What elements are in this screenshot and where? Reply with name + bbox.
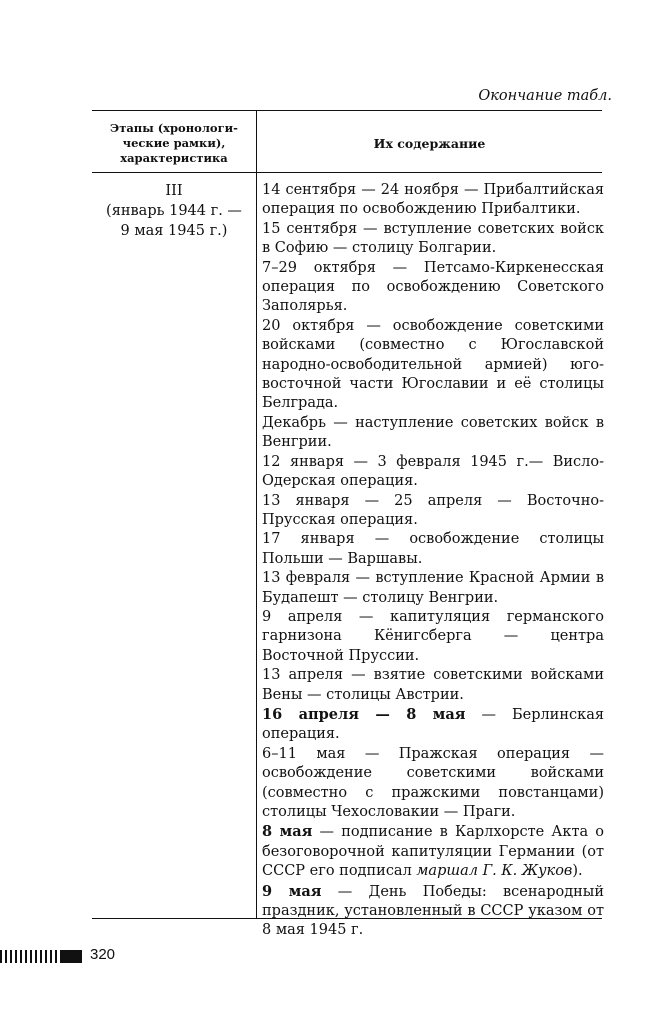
event-entry: 16 апреля — 8 мая — Берлинская операция.: [262, 705, 604, 743]
event-entry: 7–29 октября — Петсамо-Киркенесская операция по освобождению Советского Заполярья.: [262, 259, 604, 315]
event-entry: 6–11 мая — Пражская операция — освобождение советскими войсками (совместно с пражскими повстанцами) столицы Чехословакии — Праги.: [262, 745, 604, 820]
event-italic-name: маршал Г. К. Жуков: [416, 863, 573, 880]
event-entry: 15 сентября — вступление советских войск в Софию — столицу Болгарии.: [262, 220, 604, 257]
event-date-bold: 16 апреля — 8 мая: [262, 705, 466, 723]
stage-cell: [92, 181, 256, 241]
header-stages-line: характеристика: [120, 150, 228, 165]
stage-dates-line: 9 мая 1945 г.): [120, 223, 228, 239]
footer-decorative-bar-solid: [60, 950, 82, 963]
event-entry: 9 мая — День Победы: всенародный праздник, установленный в СССР указом от 8 мая 1945 г.: [262, 882, 604, 939]
header-stages-line: ческие рамки),: [122, 135, 226, 150]
event-entry: 8 мая — подписание в Карлхорсте Акта о безоговорочной капитуляции Германии (от СССР его подписал маршал Г. К. Жуков).: [262, 823, 605, 880]
event-entry: 13 апреля — взятие советскими войсками Вены — столицы Австрии.: [262, 667, 604, 703]
table-top-rule: [92, 110, 602, 111]
events-cell: [262, 181, 604, 941]
event-entry: 13 февраля — вступление Красной Армии в Будапешт — столицу Венгрии.: [262, 570, 604, 606]
event-entry: 13 января — 25 апреля — Восточно-Прусская операция.: [262, 492, 604, 528]
header-content: Их содержание: [373, 135, 486, 151]
event-entry: 17 января — освобождение столицы Польши — Варшавы.: [262, 531, 604, 567]
table-header-rule: [92, 172, 602, 173]
event-entry: Декабрь — наступление советских войск в Венгрии.: [262, 414, 604, 451]
table-continuation-caption: Окончание табл.: [478, 88, 612, 104]
event-date-bold: 8 мая: [262, 823, 313, 841]
stage-dates-line: (январь 1944 г. —: [106, 203, 242, 219]
stage-number: III: [165, 183, 183, 199]
table-column-divider: [256, 110, 257, 918]
header-stages: [92, 114, 256, 172]
header-stages-line: Этапы (хронологи-: [110, 120, 238, 135]
event-entry: 14 сентября — 24 ноября — Прибалтийская операция по освобождению Прибалтики.: [262, 182, 604, 218]
event-entry: 12 января — 3 февраля 1945 г.— Висло-Одерская операция.: [262, 453, 604, 490]
event-entry: 20 октября — освобождение советскими войсками (совместно с Югославской народно-освободительной армией) юго-восточной части Югославии и её столицы Белграда.: [262, 317, 604, 412]
event-date-bold: 9 мая: [262, 882, 322, 900]
page-number: 320: [90, 946, 116, 963]
event-entry: 9 апреля — капитуляция германского гарнизона Кёнигсберга — центра Восточной Пруссии.: [262, 608, 604, 664]
